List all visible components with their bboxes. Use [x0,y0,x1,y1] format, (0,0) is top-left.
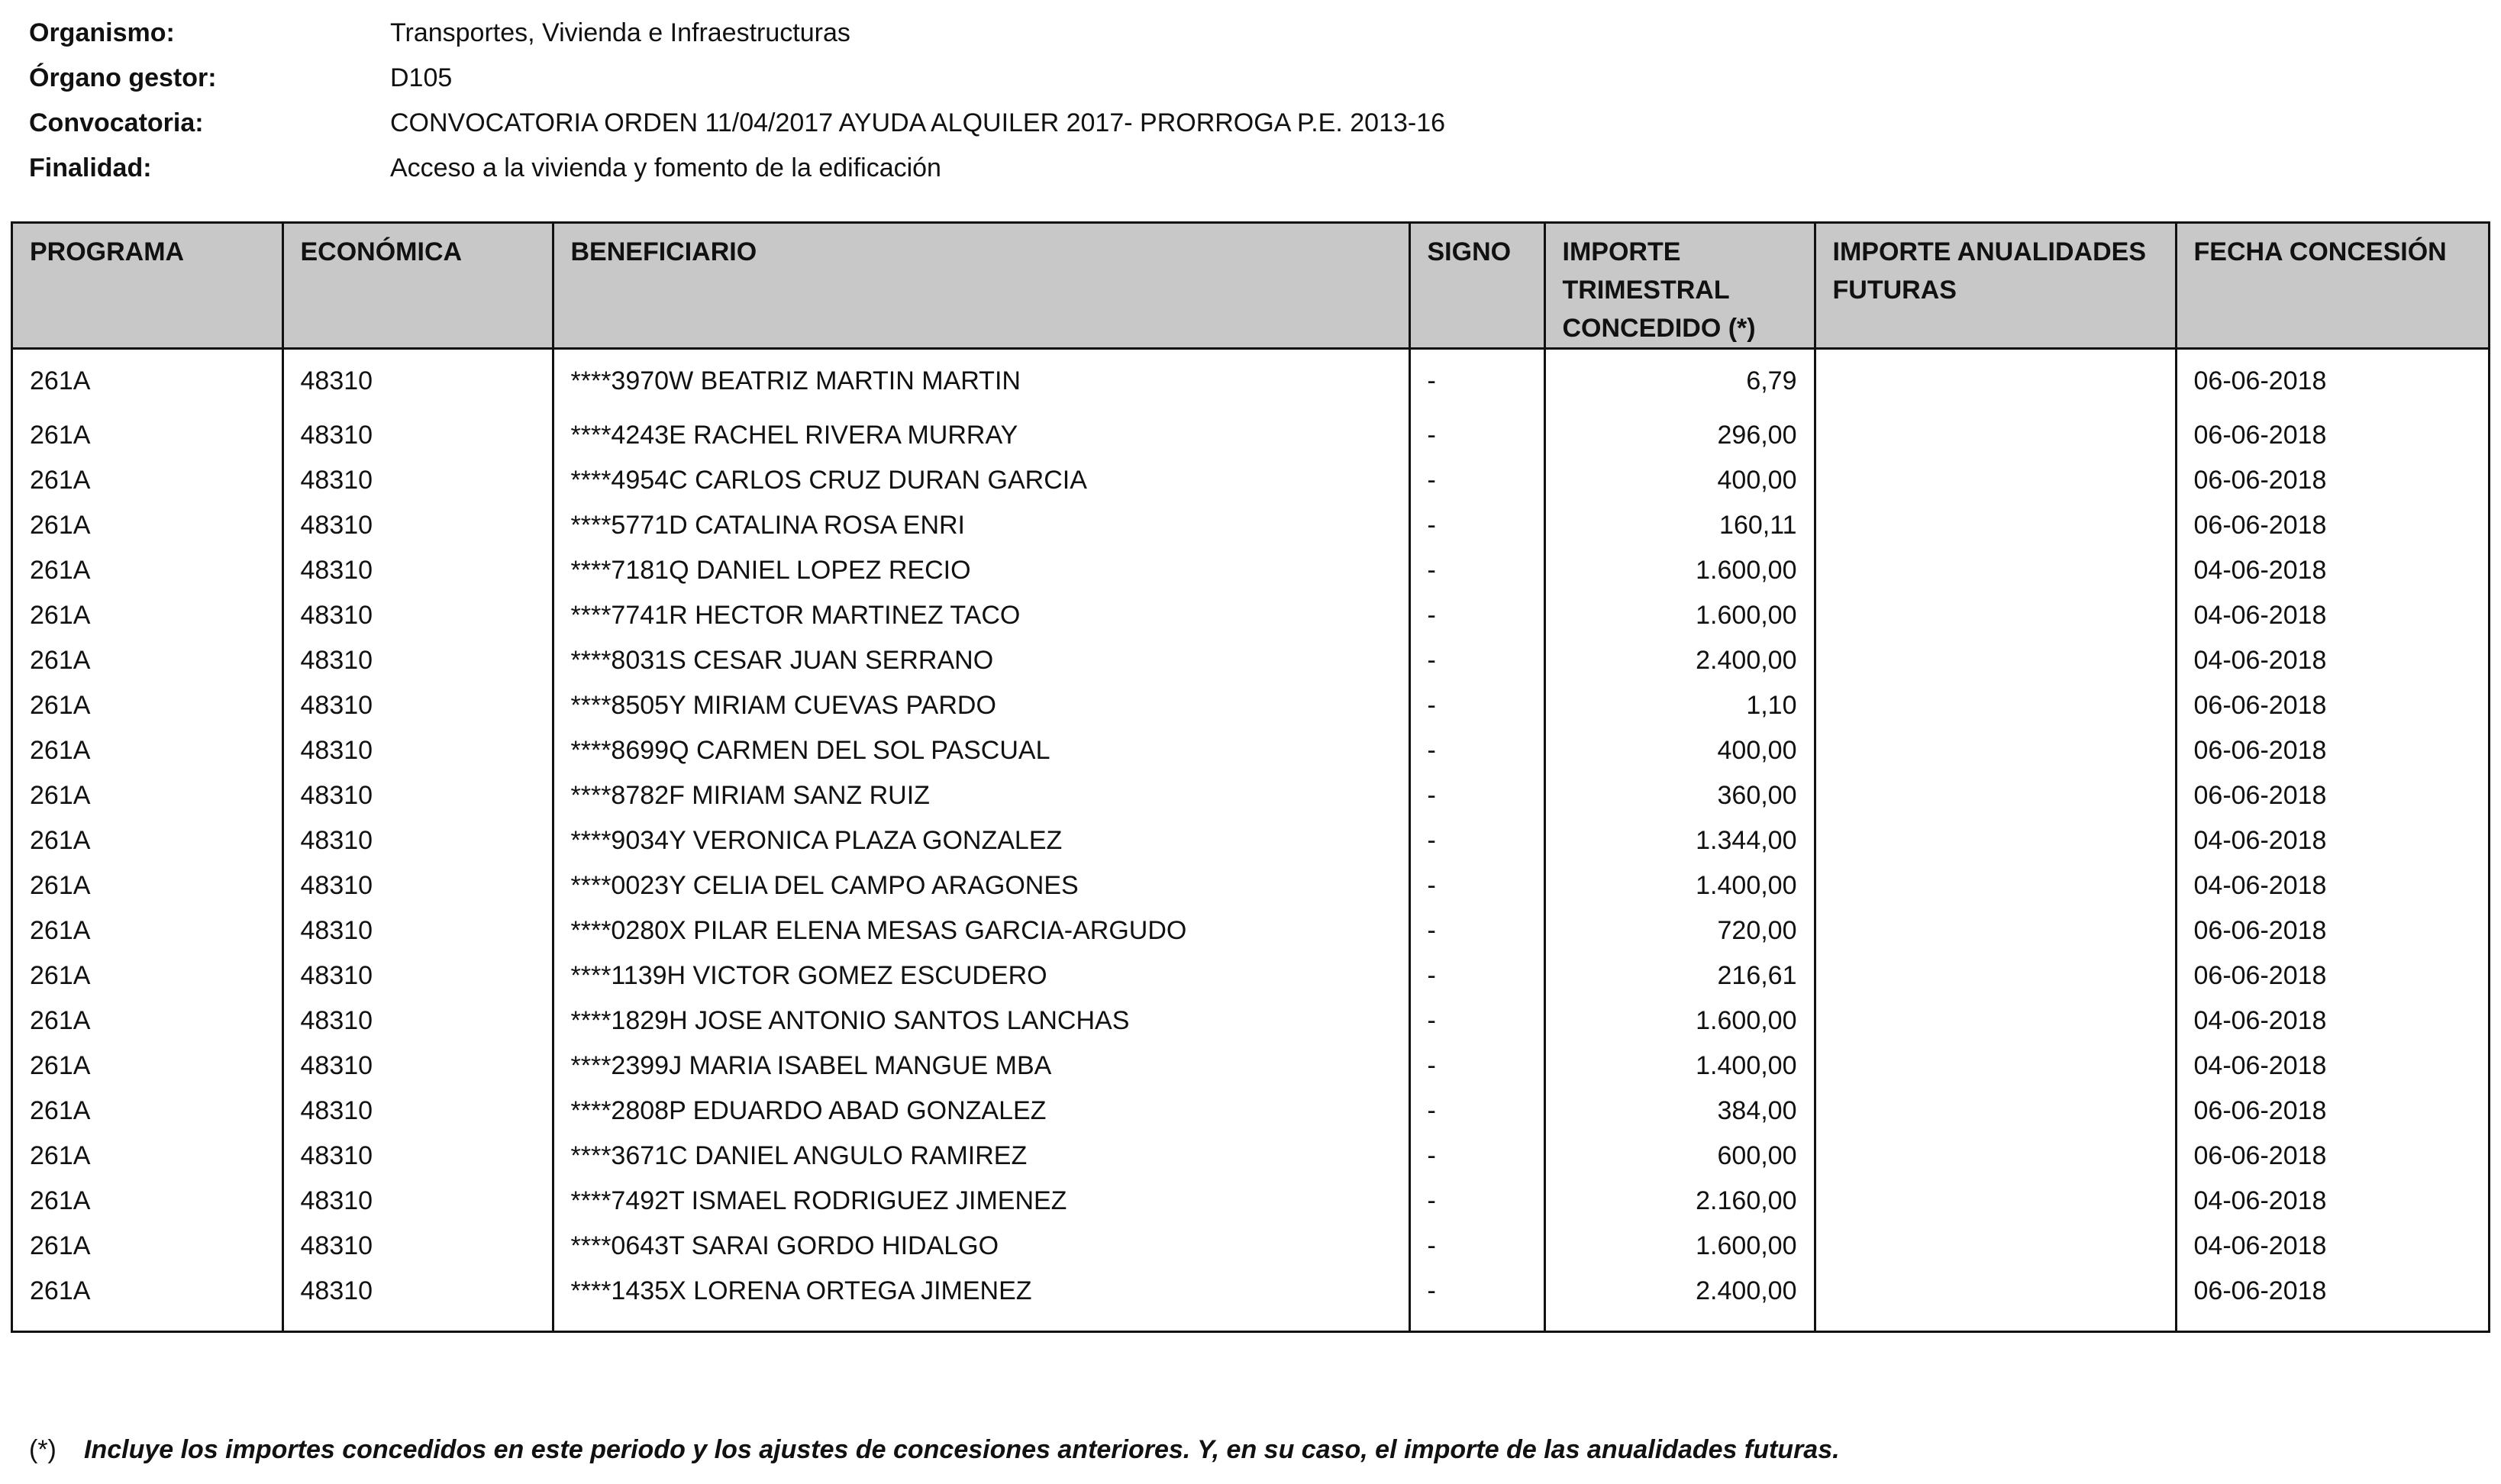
cell-economica: 48310 [282,548,553,593]
cell-economica: 48310 [282,1134,553,1179]
cell-fecha-concesion: 06-06-2018 [2176,349,2488,414]
cell-programa: 261A [30,961,91,990]
filler-cell [1409,1314,1544,1331]
cell-beneficiario: ****7741R HECTOR MARTINEZ TACO [553,593,1409,638]
cell-importe-anualidades [1815,1224,2176,1269]
cell-beneficiario: ****3970W BEATRIZ MARTIN MARTIN [553,349,1409,414]
cell-signo: - [1409,953,1544,998]
table-row [13,503,2488,548]
cell-programa: 261A [30,646,91,675]
organismo-label: Organismo: [29,18,175,47]
column-header-signo: SIGNO [1409,224,1544,349]
cell-economica: 48310 [282,503,553,548]
table-row [13,593,2488,638]
column-header-economica: ECONÓMICA [282,224,553,349]
cell-signo: - [1409,1179,1544,1224]
table-row [13,1179,2488,1224]
cell-economica: 48310 [282,953,553,998]
footnote-text: Incluye los importes concedidos en este periodo y los ajustes de concesiones anteriores. Y, en su caso, el importe de las anualidades futuras. [84,1435,1840,1464]
table-row [13,1269,2488,1314]
cell-programa: 261A [30,916,91,945]
cell-programa: 261A [30,1006,91,1035]
filler-cell [13,1314,282,1331]
cell-programa: 261A [30,781,91,810]
cell-importe-trimestral: 6,79 [1544,349,1815,414]
cell-importe-trimestral: 720,00 [1544,908,1815,953]
finalidad-label: Finalidad: [29,153,152,182]
cell-beneficiario: ****8505Y MIRIAM CUEVAS PARDO [553,683,1409,728]
cell-fecha-concesion: 06-06-2018 [2176,908,2488,953]
cell-signo: - [1409,458,1544,503]
filler-cell [2176,1314,2488,1331]
cell-programa: 261A [30,601,91,630]
table-row [13,863,2488,908]
cell-importe-trimestral: 1.600,00 [1544,998,1815,1044]
cell-importe-anualidades [1815,773,2176,818]
cell-fecha-concesion: 06-06-2018 [2176,728,2488,773]
cell-importe-anualidades [1815,1179,2176,1224]
cell-economica: 48310 [282,593,553,638]
convocatoria-value: CONVOCATORIA ORDEN 11/04/2017 AYUDA ALQUILER 2017- PRORROGA P.E. 2013-16 [390,108,1446,137]
cell-fecha-concesion: 04-06-2018 [2176,638,2488,683]
cell-fecha-concesion: 06-06-2018 [2176,1269,2488,1314]
cell-beneficiario: ****9034Y VERONICA PLAZA GONZALEZ [553,818,1409,863]
cell-fecha-concesion: 06-06-2018 [2176,683,2488,728]
cell-importe-anualidades [1815,548,2176,593]
cell-importe-anualidades [1815,503,2176,548]
footnote-mark: (*) [29,1435,56,1464]
table-row [13,728,2488,773]
filler-cell [1815,1314,2176,1331]
cell-importe-anualidades [1815,818,2176,863]
cell-importe-anualidades [1815,908,2176,953]
column-header-importe-trimestral: IMPORTE TRIMESTRAL CONCEDIDO (*) [1544,224,1815,349]
cell-fecha-concesion: 06-06-2018 [2176,1134,2488,1179]
cell-importe-trimestral: 1.600,00 [1544,548,1815,593]
cell-beneficiario: ****0280X PILAR ELENA MESAS GARCIA-ARGUDO [553,908,1409,953]
cell-importe-anualidades [1815,953,2176,998]
table-row [13,908,2488,953]
cell-economica: 48310 [282,1224,553,1269]
cell-fecha-concesion: 04-06-2018 [2176,863,2488,908]
cell-importe-trimestral: 1.600,00 [1544,1224,1815,1269]
cell-fecha-concesion: 04-06-2018 [2176,1224,2488,1269]
cell-importe-anualidades [1815,413,2176,458]
table-row [13,1134,2488,1179]
cell-beneficiario: ****0643T SARAI GORDO HIDALGO [553,1224,1409,1269]
table-row [13,953,2488,998]
cell-signo: - [1409,908,1544,953]
table-row [13,1044,2488,1089]
filler-cell [553,1314,1409,1331]
cell-importe-trimestral: 2.400,00 [1544,1269,1815,1314]
cell-signo: - [1409,818,1544,863]
cell-economica: 48310 [282,638,553,683]
cell-signo: - [1409,1224,1544,1269]
cell-signo: - [1409,1134,1544,1179]
cell-programa: 261A [30,1096,91,1125]
cell-fecha-concesion: 06-06-2018 [2176,413,2488,458]
cell-importe-anualidades [1815,1044,2176,1089]
cell-economica: 48310 [282,413,553,458]
cell-programa: 261A [30,691,91,720]
cell-signo: - [1409,638,1544,683]
table-row [13,548,2488,593]
cell-signo: - [1409,413,1544,458]
cell-signo: - [1409,593,1544,638]
cell-importe-anualidades [1815,998,2176,1044]
filler-cell [1544,1314,1815,1331]
cell-programa: 261A [30,556,91,585]
cell-signo: - [1409,728,1544,773]
cell-beneficiario: ****2808P EDUARDO ABAD GONZALEZ [553,1089,1409,1134]
cell-signo: - [1409,998,1544,1044]
cell-importe-anualidades [1815,593,2176,638]
cell-beneficiario: ****7181Q DANIEL LOPEZ RECIO [553,548,1409,593]
cell-importe-trimestral: 2.400,00 [1544,638,1815,683]
cell-beneficiario: ****4243E RACHEL RIVERA MURRAY [553,413,1409,458]
cell-programa: 261A [30,1276,91,1305]
cell-signo: - [1409,773,1544,818]
cell-fecha-concesion: 06-06-2018 [2176,953,2488,998]
table-row [13,638,2488,683]
cell-importe-anualidades [1815,1134,2176,1179]
cell-programa: 261A [30,1051,91,1080]
cell-beneficiario: ****4954C CARLOS CRUZ DURAN GARCIA [553,458,1409,503]
cell-programa: 261A [30,826,91,855]
table-row [13,683,2488,728]
cell-signo: - [1409,349,1544,414]
organo-gestor-value: D105 [390,63,453,92]
table-row [13,818,2488,863]
cell-importe-anualidades [1815,1089,2176,1134]
cell-importe-anualidades [1815,638,2176,683]
cell-beneficiario: ****3671C DANIEL ANGULO RAMIREZ [553,1134,1409,1179]
cell-fecha-concesion: 04-06-2018 [2176,593,2488,638]
cell-programa: 261A [30,421,91,450]
filler-cell [282,1314,553,1331]
cell-programa: 261A [30,871,91,900]
cell-signo: - [1409,548,1544,593]
organo-gestor-label: Órgano gestor: [29,63,217,92]
table-row [13,998,2488,1044]
cell-signo: - [1409,1044,1544,1089]
cell-importe-anualidades [1815,863,2176,908]
cell-signo: - [1409,863,1544,908]
cell-economica: 48310 [282,863,553,908]
cell-beneficiario: ****0023Y CELIA DEL CAMPO ARAGONES [553,863,1409,908]
cell-signo: - [1409,1269,1544,1314]
table-row [13,773,2488,818]
table-filler-row [13,1314,2488,1331]
cell-economica: 48310 [282,1269,553,1314]
cell-fecha-concesion: 06-06-2018 [2176,503,2488,548]
cell-economica: 48310 [282,683,553,728]
cell-importe-trimestral: 384,00 [1544,1089,1815,1134]
cell-fecha-concesion: 04-06-2018 [2176,1044,2488,1089]
cell-fecha-concesion: 04-06-2018 [2176,998,2488,1044]
cell-programa: 261A [30,466,91,495]
cell-importe-trimestral: 1,10 [1544,683,1815,728]
table-body [13,349,2488,1331]
cell-beneficiario: ****8031S CESAR JUAN SERRANO [553,638,1409,683]
cell-importe-trimestral: 1.400,00 [1544,1044,1815,1089]
cell-fecha-concesion: 06-06-2018 [2176,1089,2488,1134]
cell-programa: 261A [30,736,91,765]
cell-importe-trimestral: 296,00 [1544,413,1815,458]
cell-programa: 261A [30,1141,91,1170]
cell-signo: - [1409,503,1544,548]
cell-beneficiario: ****8782F MIRIAM SANZ RUIZ [553,773,1409,818]
cell-importe-trimestral: 600,00 [1544,1134,1815,1179]
cell-programa: 261A [30,1231,91,1260]
cell-beneficiario: ****7492T ISMAEL RODRIGUEZ JIMENEZ [553,1179,1409,1224]
cell-beneficiario: ****1139H VICTOR GOMEZ ESCUDERO [553,953,1409,998]
cell-beneficiario: ****8699Q CARMEN DEL SOL PASCUAL [553,728,1409,773]
cell-importe-trimestral: 1.344,00 [1544,818,1815,863]
cell-programa: 261A [30,1186,91,1215]
cell-fecha-concesion: 06-06-2018 [2176,458,2488,503]
cell-fecha-concesion: 04-06-2018 [2176,818,2488,863]
cell-programa: 261A [30,366,91,395]
grants-table [11,221,2490,1333]
cell-importe-trimestral: 1.600,00 [1544,593,1815,638]
cell-beneficiario: ****1829H JOSE ANTONIO SANTOS LANCHAS [553,998,1409,1044]
cell-signo: - [1409,1089,1544,1134]
footnote [29,1434,1840,1466]
cell-fecha-concesion: 04-06-2018 [2176,1179,2488,1224]
column-header-beneficiario: BENEFICIARIO [553,224,1409,349]
cell-economica: 48310 [282,349,553,414]
cell-economica: 48310 [282,773,553,818]
column-header-programa: PROGRAMA [13,224,282,349]
cell-economica: 48310 [282,908,553,953]
cell-economica: 48310 [282,1179,553,1224]
cell-programa: 261A [30,511,91,540]
cell-beneficiario: ****1435X LORENA ORTEGA JIMENEZ [553,1269,1409,1314]
cell-importe-anualidades [1815,1269,2176,1314]
cell-economica: 48310 [282,728,553,773]
cell-economica: 48310 [282,998,553,1044]
table-header-row [13,224,2488,349]
cell-importe-anualidades [1815,728,2176,773]
cell-economica: 48310 [282,1044,553,1089]
column-header-fecha-concesion: FECHA CONCESIÓN [2176,224,2488,349]
cell-fecha-concesion: 04-06-2018 [2176,548,2488,593]
table-row [13,413,2488,458]
cell-importe-anualidades [1815,683,2176,728]
cell-importe-trimestral: 2.160,00 [1544,1179,1815,1224]
cell-economica: 48310 [282,458,553,503]
cell-importe-anualidades [1815,349,2176,414]
cell-importe-trimestral: 400,00 [1544,458,1815,503]
cell-economica: 48310 [282,818,553,863]
cell-importe-trimestral: 160,11 [1544,503,1815,548]
cell-beneficiario: ****2399J MARIA ISABEL MANGUE MBA [553,1044,1409,1089]
table-row [13,1224,2488,1269]
cell-importe-trimestral: 400,00 [1544,728,1815,773]
table-row [13,458,2488,503]
convocatoria-label: Convocatoria: [29,108,204,137]
cell-beneficiario: ****5771D CATALINA ROSA ENRI [553,503,1409,548]
table-row [13,1089,2488,1134]
cell-economica: 48310 [282,1089,553,1134]
cell-importe-trimestral: 216,61 [1544,953,1815,998]
cell-importe-trimestral: 360,00 [1544,773,1815,818]
organismo-value: Transportes, Vivienda e Infraestructuras [390,18,850,47]
column-header-importe-anualidades: IMPORTE ANUALIDADES FUTURAS [1815,224,2176,349]
grants-grid [13,224,2488,1331]
cell-importe-trimestral: 1.400,00 [1544,863,1815,908]
table-row [13,349,2488,414]
finalidad-value: Acceso a la vivienda y fomento de la edificación [390,153,941,182]
cell-fecha-concesion: 06-06-2018 [2176,773,2488,818]
cell-signo: - [1409,683,1544,728]
cell-importe-anualidades [1815,458,2176,503]
